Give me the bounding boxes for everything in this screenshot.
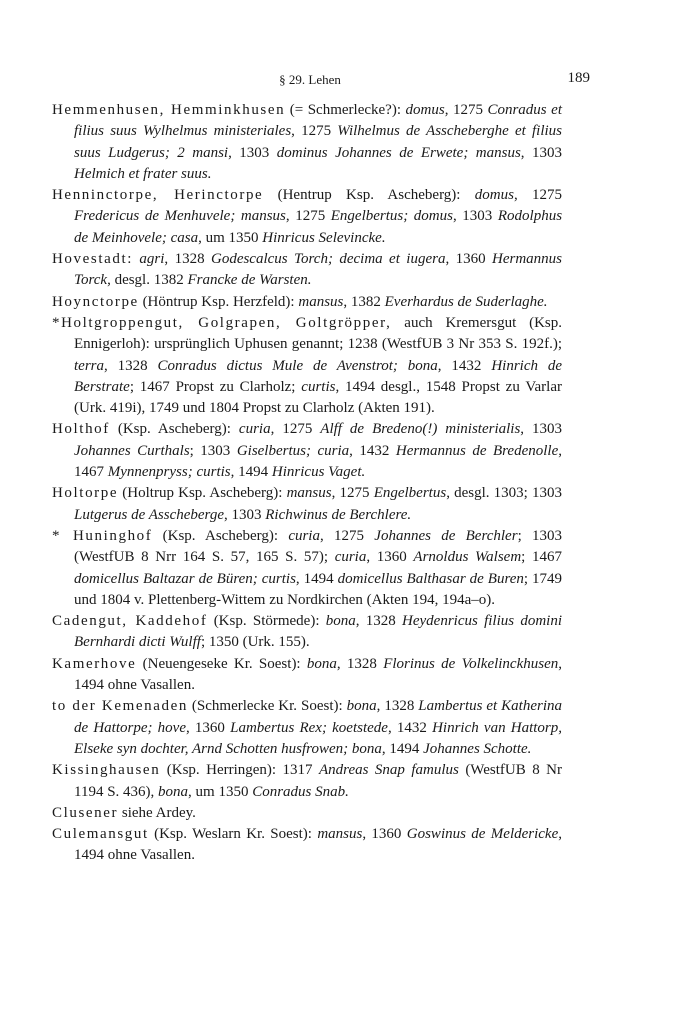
page-number: 189	[567, 70, 590, 86]
entry-italic-text: Giselbertus; curia	[236, 442, 350, 459]
entry-text: , 1494	[381, 740, 424, 757]
entry-italic-text: curia	[288, 527, 320, 544]
entry-text: , 1467	[74, 442, 562, 481]
entry-italic-text: Everhardus de Suderlaghe.	[384, 293, 548, 310]
register-entry	[52, 526, 562, 611]
entry-text: (Ksp. Störmede):	[207, 613, 326, 630]
entry-italic-text: Mynnenpryss; curtis	[107, 464, 231, 481]
entry-text: (Neuengeseke Kr. Soest):	[136, 655, 307, 672]
entry-italic-text: bona	[346, 698, 377, 715]
entry-headword: Kissinghausen	[52, 762, 161, 779]
register-entry	[52, 824, 562, 867]
entry-italic-text: curtis	[301, 378, 336, 395]
entry-text: , 1275	[270, 421, 321, 438]
entry-text: , 1275	[319, 527, 375, 544]
entry-text: , 1494 ohne Vasallen.	[74, 826, 562, 864]
entry-text: (Höntrup Ksp. Herzfeld):	[138, 293, 299, 310]
entry-text: siehe Ardey.	[118, 804, 196, 821]
entry-text: , 1303	[520, 421, 563, 438]
entry-italic-text: domicellus Balthasar de Buren	[337, 570, 524, 587]
entry-text: auch Kremersgut (Ksp. Ennigerloh): ursprünglich Uphusen genannt; 1238 (WestfUB 3 Nr 353 S. 192f.);	[74, 314, 563, 353]
entry-text: , um 1350	[198, 229, 263, 246]
entry-italic-text: Helmich et frater suus.	[74, 165, 212, 182]
entry-italic-text: mansus	[298, 293, 344, 310]
entry-text: , 1303	[228, 144, 277, 161]
entry-text: , desgl. 1382	[107, 272, 188, 289]
register-entry	[52, 419, 562, 483]
entry-text: (Ksp. Herringen): 1317	[160, 762, 319, 779]
entry-text: (WestfUB 8 Nr 1194 S. 436),	[74, 762, 562, 800]
entry-headword: Holthof	[52, 421, 110, 438]
entry-italic-text: Florinus de Volkelinckhusen	[383, 655, 559, 672]
entry-italic-text: Hinrich van Hattorp, Elseke syn dochter, Arnd Schotten husfrowen; bona	[74, 719, 563, 757]
entry-italic-text: Francke de Warsten.	[187, 272, 312, 289]
register-entry	[52, 611, 562, 654]
register-entry	[52, 185, 562, 249]
entry-italic-text: Arnoldus Walsem	[413, 549, 522, 566]
entry-italic-text: bona	[306, 655, 337, 672]
entry-italic-text: Hermannus Torck	[74, 251, 563, 289]
entry-italic-text: Fredericus de Menhuvele; mansus	[74, 208, 286, 225]
entry-italic-text: curia	[334, 549, 367, 566]
entry-italic-text: Richwinus de Berchlere.	[265, 506, 412, 523]
entry-text: (Hentrup Ksp. Ascheberg):	[263, 187, 475, 204]
entry-text: , desgl. 1303; 1303	[446, 485, 563, 502]
entry-headword: Cadengut, Kaddehof	[52, 613, 208, 630]
register-entry	[52, 654, 562, 697]
entry-text: ; 1303 (WestfUB 8 Nrr 164 S. 57, 165 S. 57);	[74, 527, 563, 566]
entry-italic-text: Lambertus Rex; koetstede	[230, 719, 388, 736]
entry-text: , 1275	[285, 208, 331, 225]
entry-headword: Clusener	[52, 804, 119, 821]
entry-italic-text: Goswinus de Meldericke	[406, 826, 559, 843]
entry-text: , 1494	[230, 464, 272, 481]
entry-italic-text: Conradus Snab.	[252, 783, 349, 800]
entry-text: ; 1350 (Urk. 155).	[200, 634, 310, 651]
entry-headword: Hemmenhusen, Hemminkhusen	[52, 102, 286, 118]
entry-text: , 1432	[349, 442, 396, 459]
entry-text: , 1432	[437, 357, 492, 374]
entry-italic-text: Lutgerus de Asscheberge	[74, 506, 224, 523]
entry-headword: * Huninghof	[52, 527, 153, 544]
entry-text: , 1328	[164, 251, 211, 268]
entry-text: ; 1749 und 1804 v. Plettenberg-Wittem zu Nordkirchen (Akten 194, 194a–o).	[74, 570, 563, 608]
entry-list	[52, 100, 562, 867]
entry-italic-text: domus	[405, 102, 445, 118]
entry-italic-text: Andreas Snap famulus	[319, 762, 459, 779]
entry-italic-text: Wilhelmus de Asscheberghe et filius suus Ludgerus; 2 mansi	[74, 123, 562, 161]
entry-italic-text: Conradus dictus Mule de Avenstrot; bona	[157, 357, 438, 374]
entry-text: , 1328	[376, 698, 419, 715]
entry-text: , 1303	[223, 506, 266, 523]
entry-text: (Holtrup Ksp. Ascheberg):	[118, 485, 287, 502]
entry-italic-text: Johannes Schotte.	[423, 740, 532, 757]
entry-italic-text: Lambertus et Katherina de Hattorpe; hove	[74, 698, 563, 736]
entry-italic-text: curia	[238, 421, 271, 438]
entry-italic-text: Hermannus de Bredenolle	[395, 442, 559, 459]
register-entry	[52, 803, 562, 824]
entry-italic-text: mansus	[286, 485, 332, 502]
entry-text: , 1360	[186, 719, 231, 736]
entry-text: , 1494 desgl., 1548 Propst zu Varlar (Urk. 419i), 1749 und 1804 Propst zu Clarholz (Akten 191).	[74, 378, 562, 417]
register-entry	[52, 483, 562, 526]
entry-text: , 1303	[452, 208, 498, 225]
entry-text: , 1275	[291, 123, 338, 140]
entry-italic-text: terra	[74, 357, 104, 374]
entry-italic-text: dominus Johannes de Erwete; mansus	[276, 144, 521, 161]
entry-italic-text: Hinricus Vaget.	[271, 464, 366, 481]
register-entry	[52, 696, 562, 760]
entry-text: (Schmerlecke Kr. Soest):	[187, 698, 347, 715]
entry-text: , 1494 ohne Vasallen.	[74, 655, 562, 694]
entry-headword: Culemansgut	[52, 826, 149, 843]
entry-text: , 1275	[331, 485, 374, 502]
entry-text: ; 1467	[521, 549, 562, 566]
entry-headword: Holtorpe	[52, 485, 119, 502]
entry-italic-text: Godescalcus Torch; decima et iugera	[210, 251, 446, 268]
entry-italic-text: Conradus et filius suus Wylhelmus ministeriales	[74, 102, 562, 140]
entry-text: , 1494	[295, 570, 338, 587]
entry-text: , 1328	[104, 357, 158, 374]
entry-text: , um 1350	[188, 783, 253, 800]
entry-headword: Henninctorpe, Herinctorpe	[52, 187, 264, 204]
entry-italic-text: Engelbertus	[373, 485, 447, 502]
register-entry	[52, 760, 562, 803]
entry-text: (Ksp. Ascheberg):	[152, 527, 289, 544]
entry-text: , 1275	[444, 102, 488, 118]
entry-italic-text: bona	[325, 613, 356, 630]
entry-italic-text: agri	[139, 251, 165, 268]
entry-text: (Ksp. Ascheberg):	[109, 421, 239, 438]
entry-text: , 1432	[387, 719, 433, 736]
entry-headword: *Holtgroppengut, Golgrapen, Goltgröpper,	[52, 314, 392, 331]
entry-italic-text: Hinricus Selevincke.	[262, 229, 386, 246]
entry-text: (Ksp. Weslarn Kr. Soest):	[148, 826, 318, 843]
entry-italic-text: mansus	[317, 826, 363, 843]
register-entry	[52, 313, 562, 419]
entry-text: , 1303	[520, 144, 563, 161]
entry-text: ; 1467 Propst zu Clarholz;	[129, 378, 302, 395]
entry-italic-text: domus	[474, 187, 514, 204]
entry-italic-text: Hinrich de Berstrate	[74, 357, 563, 395]
register-entry	[52, 100, 562, 185]
entry-italic-text: bona	[158, 783, 189, 800]
entry-text: (= Schmerlecke?):	[285, 102, 406, 118]
entry-text: , 1275	[513, 187, 562, 204]
entry-text: , 1360	[445, 251, 493, 268]
entry-italic-text: Rodolphus de Meinhovele; casa	[74, 208, 563, 246]
running-title: § 29. Lehen	[279, 72, 341, 87]
entry-headword: to der Kemenaden	[52, 698, 188, 715]
register-entry	[52, 292, 562, 313]
entry-italic-text: Alff de Bredeno(!) ministerialis	[320, 421, 521, 438]
entry-headword: Kamerhove	[52, 655, 137, 672]
running-header	[0, 70, 700, 90]
entry-text: , 1328	[355, 613, 403, 630]
entry-italic-text: Heydenricus filius domini Bernhardi dicti Wulff	[74, 613, 562, 651]
entry-headword: Hovestadt:	[52, 251, 133, 268]
register-entry	[52, 249, 562, 292]
entry-italic-text: Johannes Curthals	[74, 442, 190, 459]
entry-text: , 1360	[366, 549, 414, 566]
entry-text: , 1360	[362, 826, 407, 843]
entry-text: ; 1303	[189, 442, 237, 459]
entry-italic-text: Johannes de Berchler	[374, 527, 518, 544]
entry-italic-text: Engelbertus; domus	[330, 208, 453, 225]
entry-text: , 1328	[336, 655, 384, 672]
entry-headword: Hoynctorpe	[52, 293, 139, 310]
entry-italic-text: domicellus Baltazar de Büren; curtis	[74, 570, 296, 587]
entry-text: , 1382	[343, 293, 385, 310]
